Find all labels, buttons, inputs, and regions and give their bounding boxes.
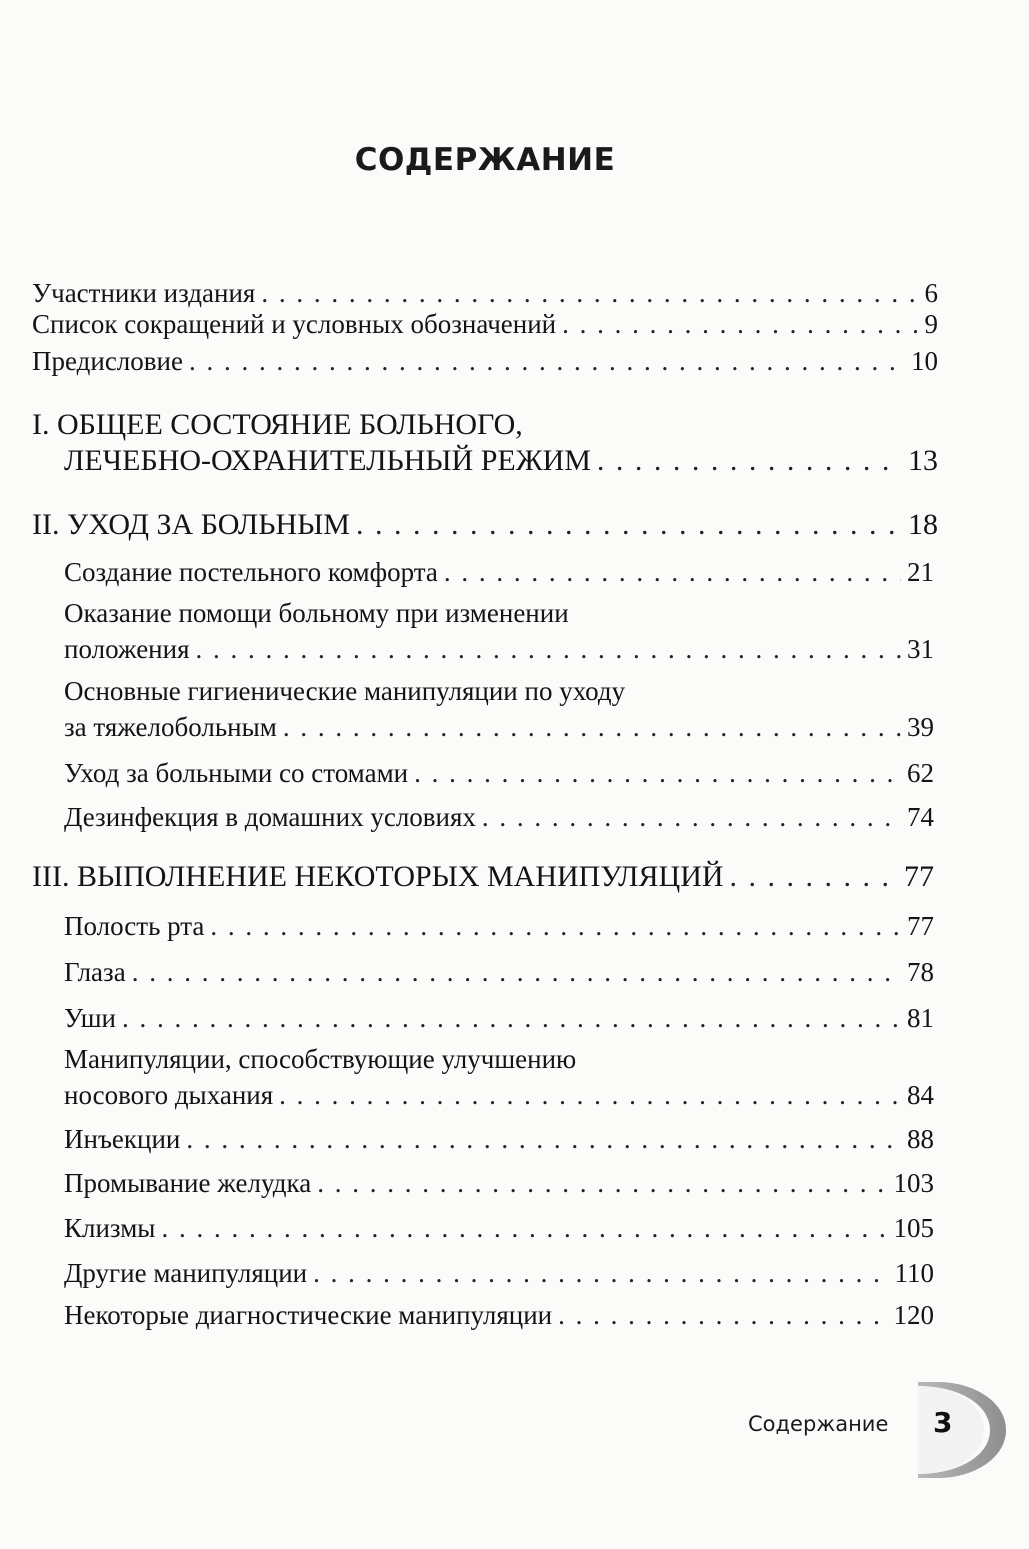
toc-entry-page: 77: [907, 911, 934, 941]
toc-entry-text: Уши: [64, 1003, 116, 1033]
toc-entry-page: 9: [924, 309, 938, 339]
toc-leader-dots: [482, 802, 901, 833]
toc-entry-text: положения: [64, 634, 190, 664]
toc-entry-position-change[interactable]: [64, 598, 934, 678]
toc-leader-dots: [196, 634, 902, 665]
toc-entry-text: II. УХОД ЗА БОЛЬНЫМ: [32, 508, 350, 541]
toc-entry-page: 10: [911, 346, 938, 376]
toc-entry-text: Участники издания: [32, 278, 256, 308]
toc-leader-dots: [279, 1080, 901, 1111]
toc-leader-dots: [562, 309, 918, 340]
toc-leader-dots: [132, 957, 901, 988]
toc-leader-dots: [597, 444, 902, 478]
toc-entry-preface[interactable]: [32, 346, 938, 392]
toc-entry-page: 78: [907, 957, 934, 987]
toc-leader-dots: [317, 1168, 887, 1199]
toc-entry-page: 84: [907, 1080, 934, 1110]
toc-entry-section-1[interactable]: [32, 408, 938, 488]
toc-entry-text-line1: Основные гигиенические манипуляции по уходу: [64, 676, 626, 706]
toc-entry-page: 13: [908, 444, 938, 477]
toc-entry-page: 103: [893, 1168, 934, 1198]
toc-leader-dots: [261, 278, 918, 309]
toc-entry-page: 88: [907, 1124, 934, 1154]
toc-entry-page: 77: [904, 860, 934, 893]
toc-leader-dots: [283, 712, 901, 743]
toc-entry-eyes[interactable]: [64, 957, 934, 1003]
toc-leader-dots: [210, 911, 901, 942]
toc-entry-ears[interactable]: [64, 1003, 934, 1049]
toc-entry-disinfection[interactable]: [64, 802, 934, 848]
toc-entry-text: III. ВЫПОЛНЕНИЕ НЕКОТОРЫХ МАНИПУЛЯЦИЙ: [32, 860, 724, 893]
toc-entry-injections[interactable]: [64, 1124, 934, 1170]
toc-entry-text: Список сокращений и условных обозначений: [32, 309, 557, 339]
toc-leader-dots: [189, 346, 905, 377]
toc-entry-other-manipulations[interactable]: [64, 1258, 934, 1304]
toc-entry-page: 18: [908, 508, 938, 541]
toc-leader-dots: [730, 860, 898, 894]
toc-entry-page: 81: [907, 1003, 934, 1033]
toc-leader-dots: [161, 1213, 887, 1244]
toc-entry-text: Предисловие: [32, 346, 183, 376]
toc-entry-enemas[interactable]: [64, 1213, 934, 1259]
toc-entry-section-3[interactable]: [32, 860, 934, 906]
toc-entry-text: Клизмы: [64, 1213, 156, 1243]
toc-entry-text: Другие манипуляции: [64, 1258, 308, 1288]
toc-entry-nasal-breathing[interactable]: [64, 1044, 934, 1124]
toc-entry-text: Создание постельного комфорта: [64, 557, 438, 587]
toc-entry-oral-cavity[interactable]: [64, 911, 934, 957]
toc-entry-hygiene[interactable]: [64, 676, 934, 756]
page-number: 3: [933, 1406, 953, 1439]
toc-entry-text: Глаза: [64, 957, 126, 987]
toc-entry-section-2[interactable]: [32, 508, 938, 554]
toc-entry-page: 105: [893, 1213, 934, 1243]
toc-entry-text-line1: I. ОБЩЕЕ СОСТОЯНИЕ БОЛЬНОГО,: [32, 408, 523, 441]
toc-leader-dots: [558, 1300, 887, 1331]
toc-entry-gastric-lavage[interactable]: [64, 1168, 934, 1214]
toc-entry-page: 6: [924, 278, 938, 308]
toc-entry-text-line1: Манипуляции, способствующие улучшению: [64, 1044, 577, 1074]
toc-leader-dots: [444, 557, 901, 588]
toc-entry-diagnostic-manipulations[interactable]: [64, 1300, 934, 1346]
toc-leader-dots: [122, 1003, 901, 1034]
toc-entry-page: 31: [907, 634, 934, 664]
toc-entry-text: Инъекции: [64, 1124, 181, 1154]
toc-entry-page: 39: [907, 712, 934, 742]
toc-entry-page: 62: [907, 758, 934, 788]
page-title: СОДЕРЖАНИЕ: [354, 142, 616, 178]
toc-leader-dots: [414, 758, 901, 789]
toc-leader-dots: [313, 1258, 888, 1289]
toc-entry-page: 21: [907, 557, 934, 587]
toc-leader-dots: [186, 1124, 901, 1155]
toc-entry-text: Полость рта: [64, 911, 205, 941]
toc-entry-text: Дезинфекция в домашних условиях: [64, 802, 476, 832]
toc-entry-text: за тяжелобольным: [64, 712, 277, 742]
toc-entry-text: Уход за больными со стомами: [64, 758, 409, 788]
toc-entry-text: Промывание желудка: [64, 1168, 312, 1198]
toc-entry-page: 120: [893, 1300, 934, 1330]
toc-entry-text: носового дыхания: [64, 1080, 274, 1110]
toc-entry-page: 110: [894, 1258, 934, 1288]
toc-entry-page: 74: [907, 802, 934, 832]
toc-entry-text: Некоторые диагностические манипуляции: [64, 1300, 553, 1330]
toc-entry-text: ЛЕЧЕБНО-ОХРАНИТЕЛЬНЫЙ РЕЖИМ: [64, 444, 591, 477]
toc-leader-dots: [356, 508, 902, 542]
toc-entry-bed-comfort[interactable]: [64, 557, 934, 603]
toc-entry-stoma-care[interactable]: [64, 758, 934, 804]
running-footer-section: Содержание: [748, 1412, 889, 1436]
toc-entry-text-line1: Оказание помощи больному при изменении: [64, 598, 569, 628]
